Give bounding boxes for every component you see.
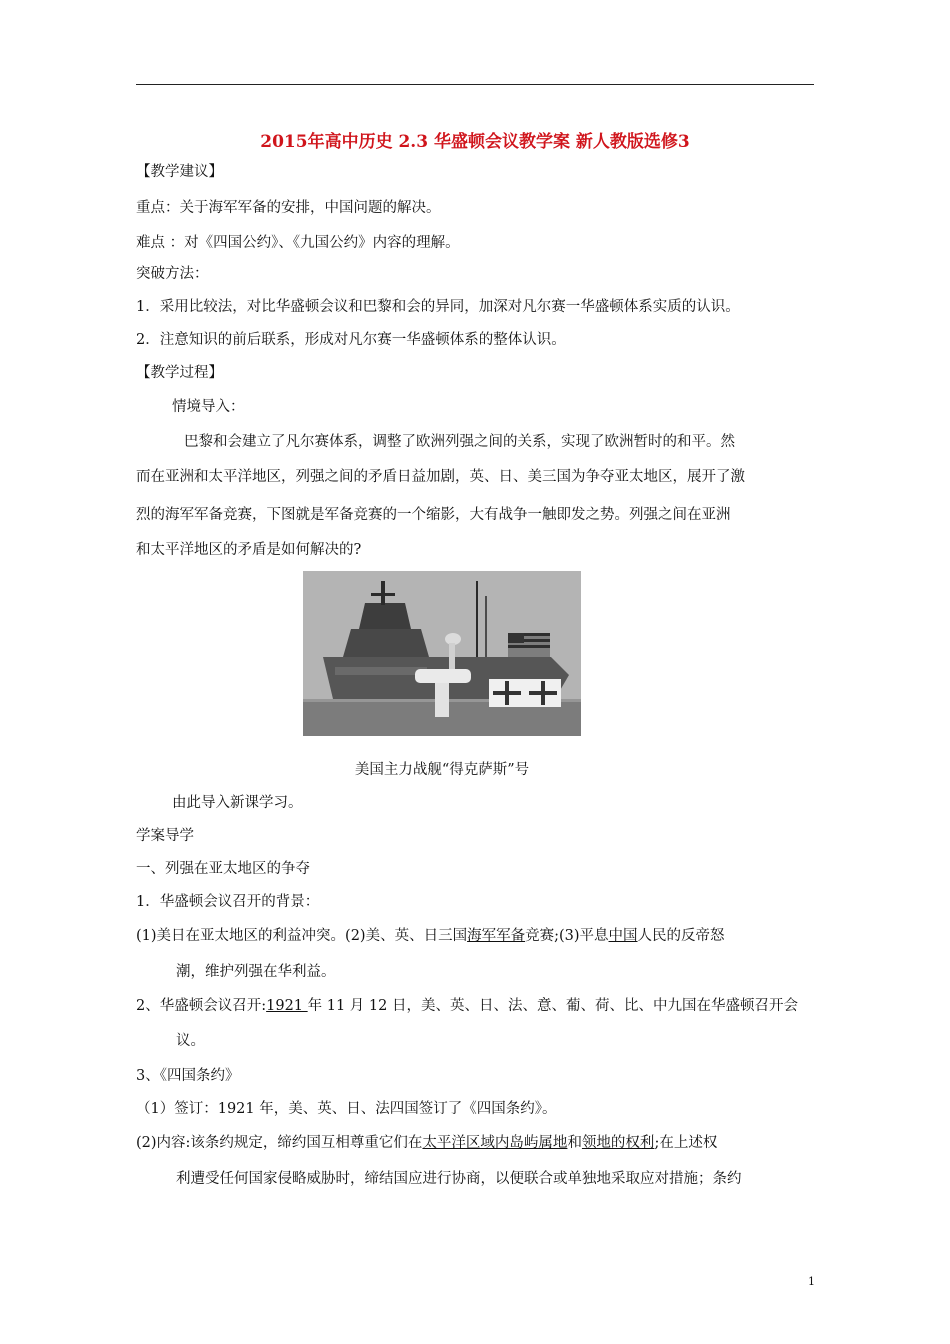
method-2: 2．注意知识的前后联系，形成对凡尔赛一华盛顿体系的整体认识。 xyxy=(136,332,566,348)
section-1-heading: 一、列强在亚太地区的争夺 xyxy=(136,861,310,877)
underlined-islands: 太平洋区域内岛屿属地 xyxy=(422,1135,568,1151)
method-1: 1．采用比较法，对比华盛顿会议和巴黎和会的异同，加深对凡尔赛一华盛顿体系实质的认识。 xyxy=(136,299,740,315)
intro-line-3: 烈的海军军备竞赛，下图就是军备竞赛的一个缩影，大有战争一触即发之势。列强之间在亚洲 xyxy=(136,507,731,523)
intro-label: 情境导入： xyxy=(172,399,245,415)
lead-in: 由此导入新课学习。 xyxy=(172,795,303,811)
item-3-sign: （1）签订：1921 年，美、英、日、法四国签订了《四国条约》。 xyxy=(136,1101,557,1117)
item-2-line-1 xyxy=(136,996,798,1016)
teaching-process-heading: 【教学过程】 xyxy=(136,365,223,381)
item-3-heading: 3、《四国条约》 xyxy=(136,1068,240,1084)
item-2-line-2: 议。 xyxy=(176,1033,205,1049)
document-title: 2015年高中历史 2.3 华盛顿会议教学案 新人教版选修3 xyxy=(260,132,690,152)
underlined-year: 1921 xyxy=(266,998,308,1014)
key-point: 重点：关于海军军备的安排，中国问题的解决。 xyxy=(136,200,441,216)
item-2-text-a: 2、华盛顿会议召开: xyxy=(136,998,267,1014)
item-1-line-2: 潮，维护列强在华利益。 xyxy=(176,964,336,980)
item-1-heading: 1．华盛顿会议召开的背景： xyxy=(136,894,320,910)
item-3-text-a: (2)内容:该条约规定，缔约国互相尊重它们在 xyxy=(136,1135,423,1151)
header-rule xyxy=(136,84,814,85)
page-number: 1 xyxy=(808,1275,815,1288)
item-3-content-line-1 xyxy=(136,1133,717,1153)
item-1-text-b: 竞赛;(3)平息 xyxy=(525,928,609,944)
underlined-territory-rights: 领地的权利 xyxy=(581,1135,655,1151)
battleship-photo xyxy=(303,571,581,736)
underlined-naval-armament: 海军军备 xyxy=(467,928,526,944)
item-2-text-b: 年 11 月 12 日，美、英、日、法、意、葡、荷、比、中九国在华盛顿召开会 xyxy=(307,998,798,1014)
underlined-china: 中国 xyxy=(608,928,638,944)
study-guide-heading: 学案导学 xyxy=(136,828,194,844)
item-1-line-1 xyxy=(136,926,725,946)
intro-line-4: 和太平洋地区的矛盾是如何解决的? xyxy=(136,542,362,558)
item-1-text-c: 人民的反帝怒 xyxy=(637,928,725,944)
intro-line-1: 巴黎和会建立了凡尔赛体系，调整了欧洲列强之间的关系，实现了欧洲暂时的和平。然 xyxy=(184,434,735,450)
intro-line-2: 而在亚洲和太平洋地区，列强之间的矛盾日益加剧，英、日、美三国为争夺亚太地区，展开了激 xyxy=(136,469,745,485)
battleship-illustration xyxy=(303,571,581,736)
teaching-suggestion-heading: 【教学建议】 xyxy=(136,164,223,180)
item-3-text-c: ;在上述权 xyxy=(654,1135,718,1151)
item-3-text-b: 和 xyxy=(567,1135,582,1151)
difficulty: 难点 ：对《四国公约》、《九国公约》内容的理解。 xyxy=(136,235,460,251)
figure-caption: 美国主力战舰“得克萨斯”号 xyxy=(354,762,530,778)
item-3-content-line-2: 利遭受任何国家侵略威胁时，缔结国应进行协商，以便联合或单独地采取应对措施；条约 xyxy=(176,1171,742,1187)
method-heading: 突破方法： xyxy=(136,266,209,282)
item-1-text-a: (1)美日在亚太地区的利益冲突。(2)美、英、日三国 xyxy=(136,928,468,944)
